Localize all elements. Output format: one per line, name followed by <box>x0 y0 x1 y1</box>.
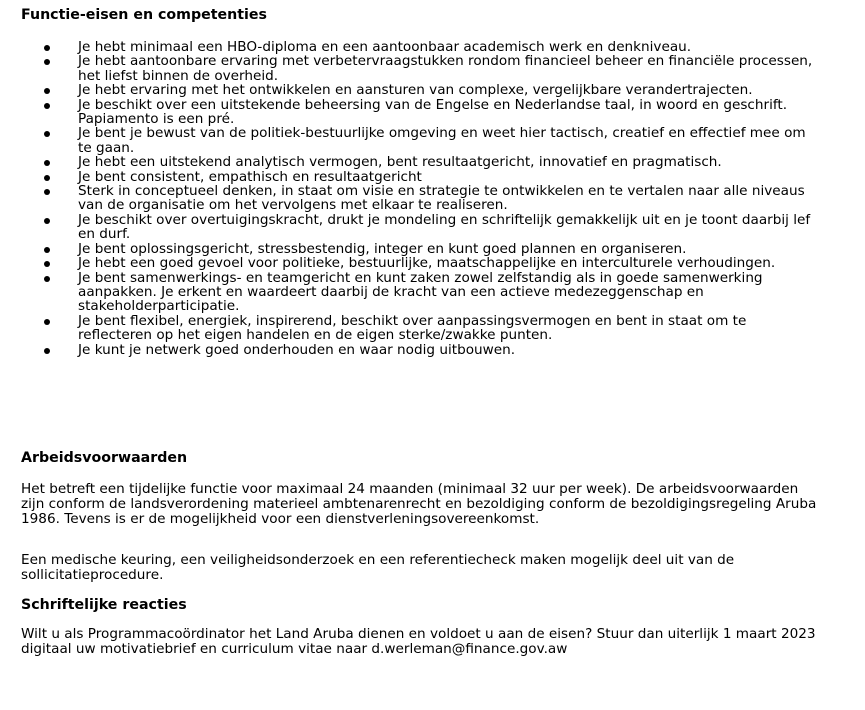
list-item-text: Je bent je bewust van de politiek-bestuurlijke omgeving en weet hier tactisch, creatief en effectief mee om te gaan. <box>78 125 806 156</box>
list-item <box>0 155 818 169</box>
list-item-text: Je bent samenwerkings- en teamgericht en kunt zaken zowel zelfstandig als in goede samenwerking aanpakken. Je erkent en waardeert daarbij de kracht van een actieve medezeggenschap en stakeholderparticipatie. <box>78 269 763 315</box>
list-item <box>0 213 818 242</box>
list-item-text: Je bent oplossingsgericht, stressbestendig, integer en kunt goed plannen en organiseren. <box>78 240 687 257</box>
list-item-text: Je hebt een uitstekend analytisch vermogen, bent resultaatgericht, innovatief en pragmatisch. <box>78 154 722 171</box>
list-item <box>0 184 818 213</box>
bullet-icon <box>44 247 50 253</box>
conditions-heading: Arbeidsvoorwaarden <box>21 450 188 466</box>
bullet-icon <box>44 189 50 195</box>
list-item-text: Je hebt aantoonbare ervaring met verbetervraagstukken rondom financieel beheer en financiële processen, het liefst binnen de overheid. <box>78 53 813 84</box>
list-item <box>0 40 818 54</box>
list-item-text: Je beschikt over overtuigingskracht, drukt je mondeling en schriftelijk gemakkelijk uit en je toont daarbij lef en durf. <box>78 211 811 243</box>
bullet-icon <box>44 131 50 137</box>
list-item-text: Je hebt minimaal een HBO-diploma en een aantoonbaar academisch werk en denkniveau. <box>78 39 692 55</box>
bullet-icon <box>44 59 50 65</box>
responses-heading: Schriftelijke reacties <box>21 597 187 613</box>
list-item-text: Je kunt je netwerk goed onderhouden en waar nodig uitbouwen. <box>78 341 516 358</box>
list-item <box>0 126 818 155</box>
bullet-icon <box>44 261 50 267</box>
responses-paragraph: Wilt u als Programmacoördinator het Land Aruba dienen en voldoet u aan de eisen? Stuur dan uiterlijk 1 maart 2023 digitaal uw motivatiebrief en curriculum vitae naar d.werleman@finance.gov.aw <box>21 626 816 657</box>
bullet-icon <box>44 348 50 354</box>
bullet-icon <box>44 88 50 94</box>
conditions-paragraph-2: Een medische keuring, een veiligheidsonderzoek en een referentiecheck maken mogelijk deel uit van de sollicitatieprocedure. <box>21 552 735 583</box>
list-item-text: Je bent flexibel, energiek, inspirerend, beschikt over aanpassingsvermogen en bent in staat om te reflecteren op het eigen handelen en de eigen sterke/zwakke punten. <box>78 312 747 344</box>
list-item <box>0 83 818 97</box>
list-item <box>0 242 818 256</box>
list-item-text: Je beschikt over een uitstekende beheersing van de Engelse en Nederlandse taal, in woord en geschrift. Papiamento is een pré. <box>78 96 788 128</box>
bullet-icon <box>44 319 50 325</box>
requirements-heading: Functie-eisen en competenties <box>21 7 267 23</box>
bullet-icon <box>44 218 50 224</box>
bullet-icon <box>44 103 50 109</box>
bullet-icon <box>44 276 50 282</box>
list-item-text: Sterk in conceptueel denken, in staat om visie en strategie te ontwikkelen en te vertalen naar alle niveaus van de organisatie om het vervolgens met elkaar te realiseren. <box>78 183 805 214</box>
requirements-list <box>0 40 865 357</box>
list-item <box>0 314 818 343</box>
list-item <box>0 54 818 83</box>
list-item <box>0 271 818 314</box>
list-item-text: Je hebt ervaring met het ontwikkelen en aansturen van complexe, vergelijkbare verandertrajecten. <box>78 82 753 99</box>
list-item <box>0 256 818 270</box>
bullet-icon <box>44 175 50 181</box>
conditions-paragraph-1: Het betreft een tijdelijke functie voor maximaal 24 maanden (minimaal 32 uur per week). De arbeidsvoorwaarden zijn conform de landsverordening materieel ambtenarenrecht en bezoldiging conform de bezoldigingsregeling Aruba 1986. Tevens is er de mogelijkheid voor een dienstverleningsovereenkomst. <box>21 481 817 527</box>
list-item <box>0 343 818 357</box>
bullet-icon <box>44 45 50 51</box>
list-item <box>0 98 818 127</box>
list-item <box>0 170 818 184</box>
list-item-text: Je bent consistent, empathisch en resultaatgericht <box>78 168 422 185</box>
bullet-icon <box>44 160 50 166</box>
list-item-text: Je hebt een goed gevoel voor politieke, bestuurlijke, maatschappelijke en interculturele verhoudingen. <box>78 255 776 272</box>
